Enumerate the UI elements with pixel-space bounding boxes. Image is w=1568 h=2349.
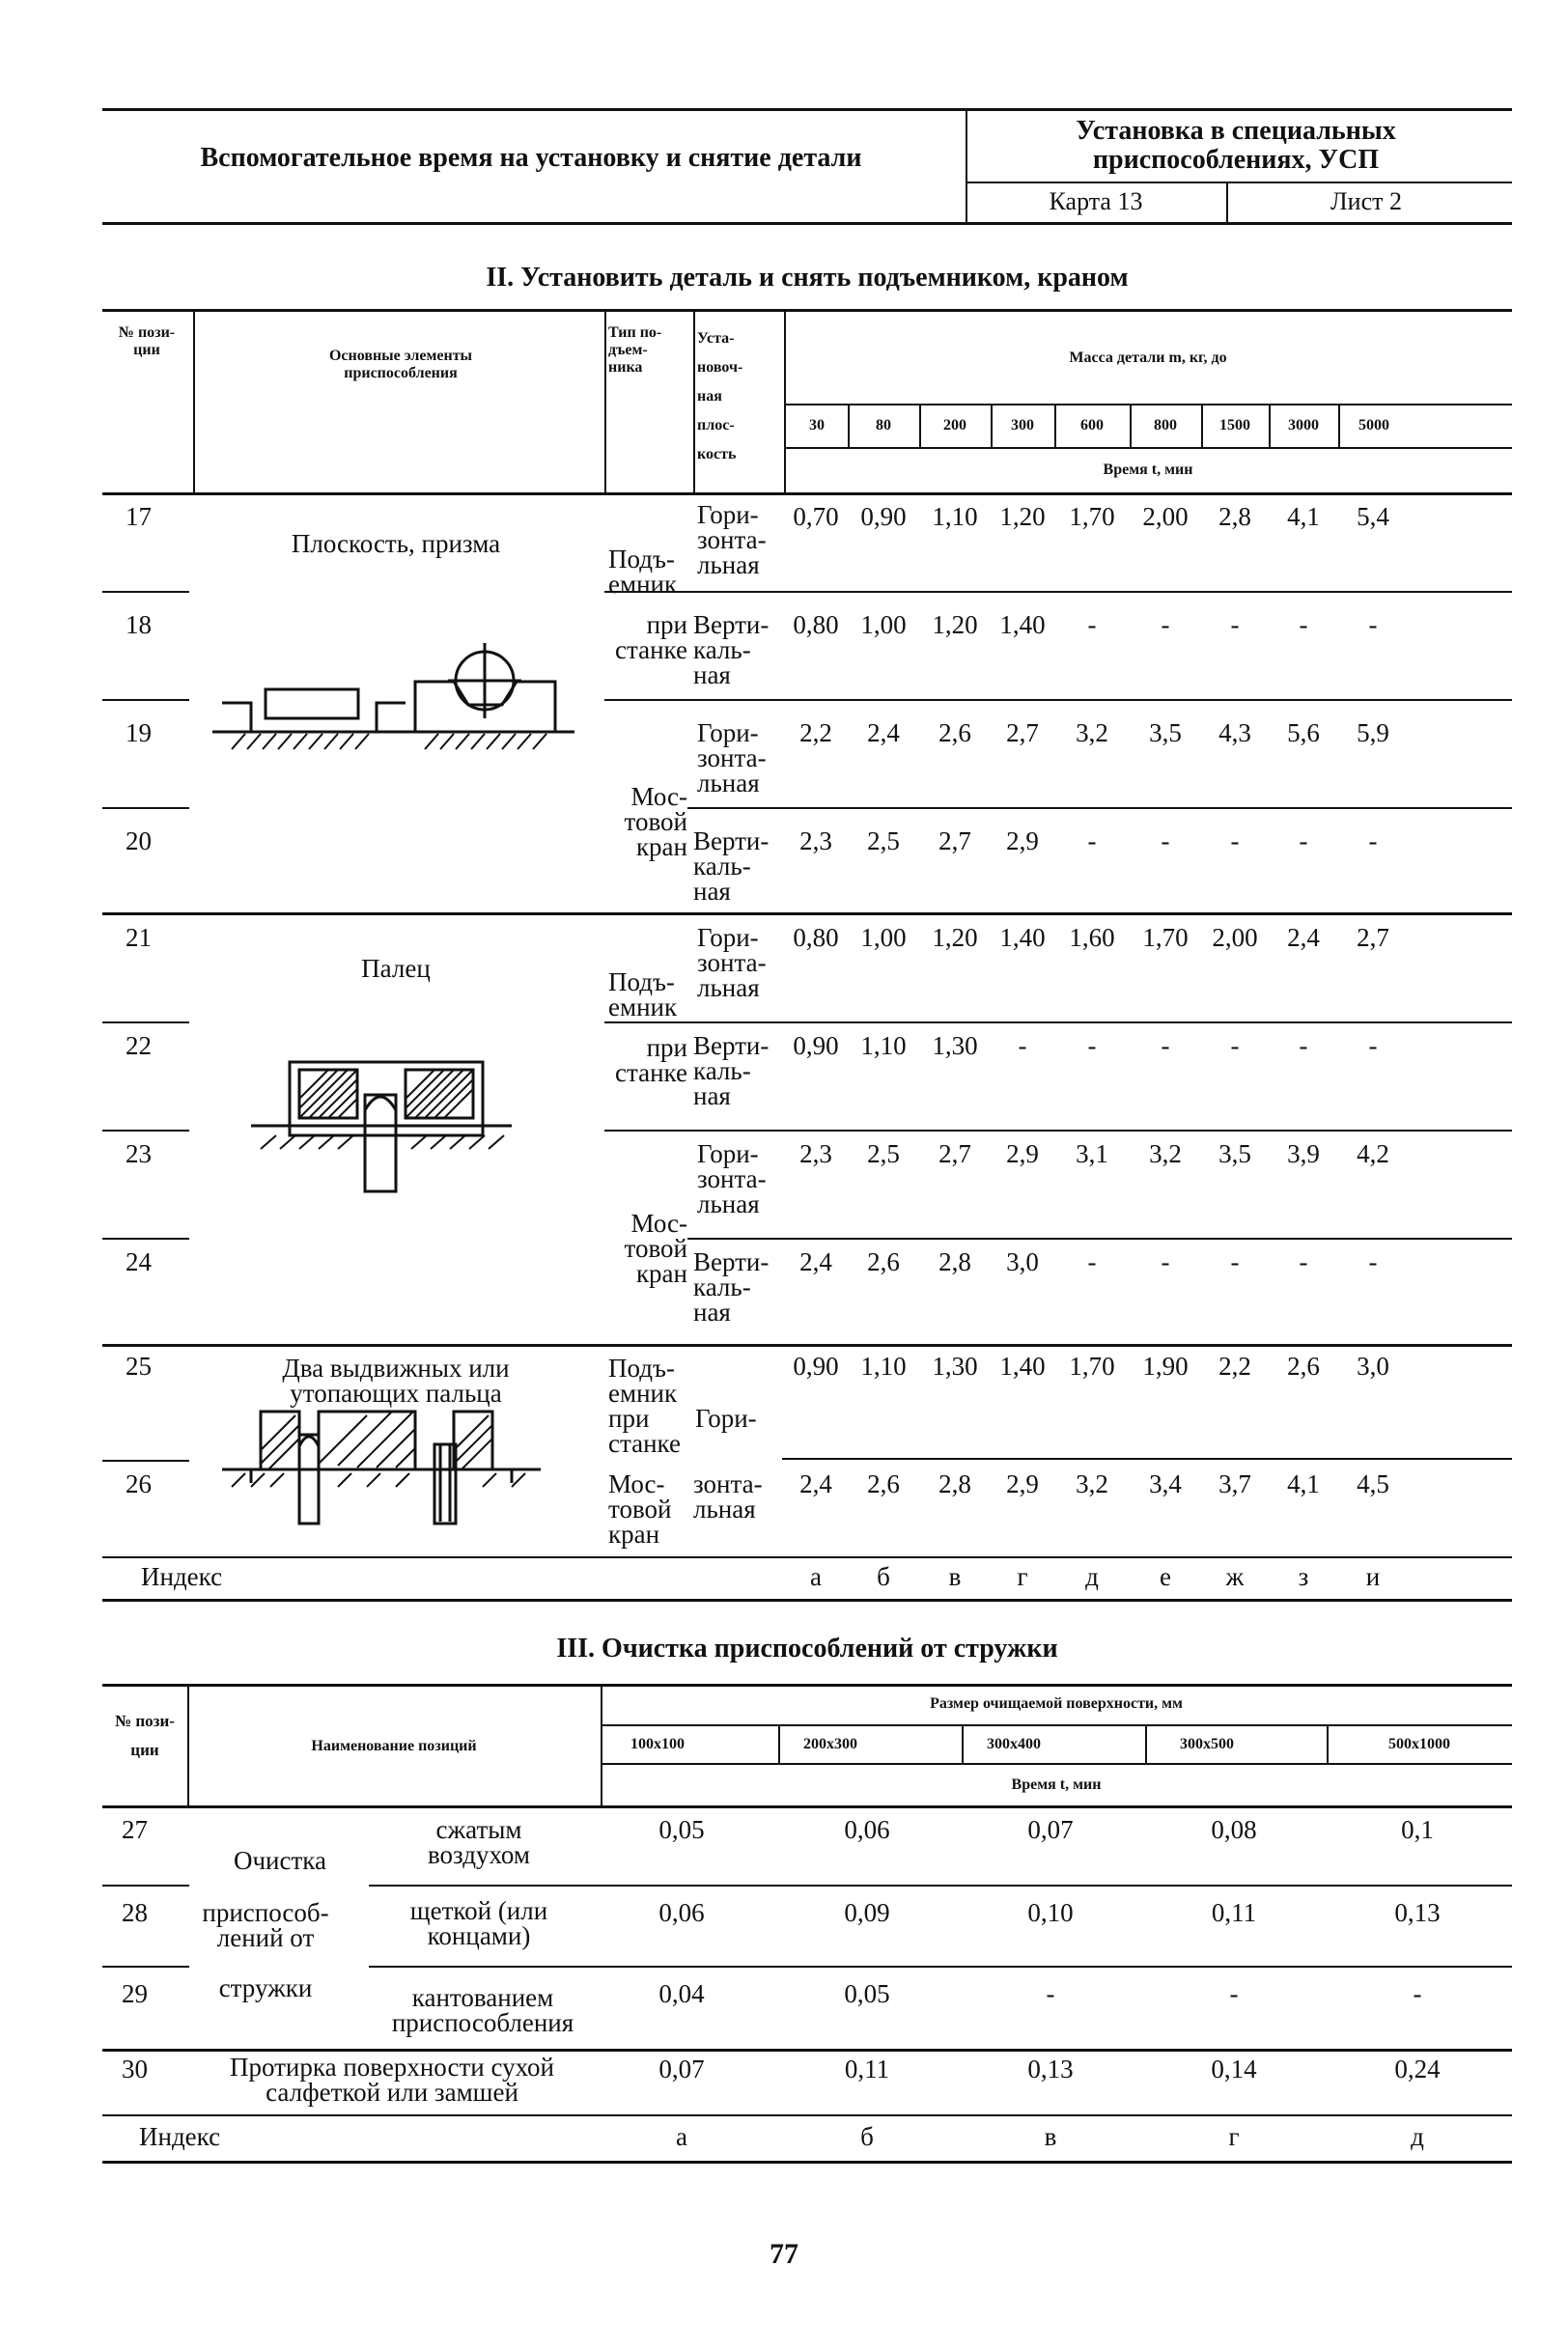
s2-value-23-1500: 3,5: [1218, 1139, 1251, 1168]
s2-value-19-600: 3,2: [1076, 718, 1108, 747]
header-left-title: Вспомогательное время на установку и снятие детали: [200, 143, 862, 173]
mass-col-800: 800: [1154, 417, 1177, 433]
s2-value-17-1500: 2,8: [1218, 502, 1251, 531]
s2-value-20-5000: -: [1368, 826, 1378, 855]
s2-index-5: е: [1160, 1562, 1171, 1591]
header-sheet: Лист 2: [1330, 187, 1402, 215]
crane-1: Мос- товой кран: [624, 782, 687, 861]
s2-value-21-80: 1,00: [860, 923, 907, 952]
s3-value-28-0: 0,06: [658, 1898, 705, 1927]
s2-index-4: д: [1085, 1562, 1099, 1591]
col-elements-header: Основные элементы приспособления: [328, 348, 473, 381]
section2-title: II. Установить деталь и снять подъемником, краном: [486, 263, 1129, 293]
lift-1: Подъ- емник: [608, 545, 678, 599]
s2-index-2: в: [948, 1562, 962, 1591]
s3-index-2: в: [1044, 2122, 1057, 2151]
s2-value-20-200: 2,7: [938, 826, 971, 855]
s3-value-30-1: 0,11: [844, 2055, 890, 2083]
s2-value-24-200: 2,8: [938, 1247, 971, 1276]
mass-col-30: 30: [809, 417, 825, 433]
s2-value-19-800: 3,5: [1149, 718, 1182, 747]
s2-value-24-800: -: [1161, 1247, 1170, 1276]
s3-value-28-1: 0,09: [844, 1898, 890, 1927]
mass-col-600: 600: [1080, 417, 1104, 433]
s3-pos-30: 30: [122, 2055, 148, 2083]
s2-value-18-1500: -: [1230, 610, 1240, 639]
s2-value-17-80: 0,90: [860, 502, 907, 531]
s3-value-29-3: -: [1229, 1979, 1239, 2008]
s3-col-name-header: Наименование позиций: [311, 1738, 477, 1754]
s3-pos-28: 28: [122, 1898, 148, 1927]
col-plane-header: Уста- новоч- ная плос- кость: [697, 330, 743, 462]
s2-value-22-3000: -: [1299, 1031, 1308, 1060]
cleaning-group-2: приспособ- лений от: [202, 1898, 329, 1952]
s2-value-21-30: 0,80: [793, 923, 839, 952]
s2-value-26-30: 2,4: [799, 1469, 832, 1498]
plane-25-26-b: зонта- льная: [693, 1469, 763, 1524]
s2-value-19-80: 2,4: [867, 718, 900, 747]
s2-value-17-300: 1,20: [999, 502, 1046, 531]
header-right-title-1: Установка в специальных: [1076, 116, 1396, 146]
group-plane-prism: Плоскость, призма: [291, 529, 501, 558]
s3-value-30-2: 0,13: [1027, 2055, 1074, 2083]
s2-value-21-300: 1,40: [999, 923, 1046, 952]
method-29: кантованием приспособления: [391, 1983, 574, 2037]
s2-value-26-600: 3,2: [1076, 1469, 1108, 1498]
s2-value-17-200: 1,10: [932, 502, 978, 531]
size-col-2: 200x300: [803, 1736, 857, 1752]
s2-value-21-800: 1,70: [1142, 923, 1189, 952]
s2-index-1: б: [877, 1562, 890, 1591]
s2-value-21-3000: 2,4: [1287, 923, 1320, 952]
two-pins-sketch-icon: [222, 1406, 550, 1531]
s2-pos-23: 23: [126, 1139, 152, 1168]
s2-value-23-80: 2,5: [867, 1139, 900, 1168]
s3-value-30-0: 0,07: [658, 2055, 705, 2083]
s2-value-26-3000: 4,1: [1287, 1469, 1320, 1498]
s2-value-23-5000: 4,2: [1357, 1139, 1389, 1168]
s2-value-26-5000: 4,5: [1357, 1469, 1389, 1498]
s2-value-23-800: 3,2: [1149, 1139, 1182, 1168]
s2-value-24-80: 2,6: [867, 1247, 900, 1276]
cleaning-group-1: Очистка: [233, 1846, 326, 1875]
col-time-header: Время t, мин: [1103, 461, 1193, 478]
s2-value-21-200: 1,20: [932, 923, 978, 952]
s2-value-23-300: 2,9: [1006, 1139, 1039, 1168]
s2-value-22-600: -: [1087, 1031, 1097, 1060]
s3-pos-27: 27: [122, 1815, 148, 1844]
s2-value-26-800: 3,4: [1149, 1469, 1182, 1498]
s3-value-28-4: 0,13: [1394, 1898, 1441, 1927]
s3-index-3: г: [1228, 2122, 1240, 2151]
s2-index-6: ж: [1225, 1562, 1245, 1591]
s2-value-17-800: 2,00: [1142, 502, 1189, 531]
s2-value-17-3000: 4,1: [1287, 502, 1320, 531]
s2-value-23-3000: 3,9: [1287, 1139, 1320, 1168]
s2-value-18-80: 1,00: [860, 610, 907, 639]
s3-value-27-0: 0,05: [658, 1815, 705, 1844]
s2-value-26-300: 2,9: [1006, 1469, 1039, 1498]
s3-index-1: б: [860, 2122, 874, 2151]
method-27: сжатым воздухом: [427, 1815, 531, 1869]
s2-value-22-5000: -: [1368, 1031, 1378, 1060]
size-col-1: 100x100: [630, 1736, 685, 1752]
s2-value-26-200: 2,8: [938, 1469, 971, 1498]
group-two-pins: Два выдвижных или утопающих пальца: [282, 1354, 510, 1408]
size-col-5: 500x1000: [1388, 1736, 1450, 1752]
mass-col-200: 200: [943, 417, 966, 433]
s2-value-23-30: 2,3: [799, 1139, 832, 1168]
mass-col-3000: 3000: [1288, 417, 1319, 433]
s2-value-22-200: 1,30: [932, 1031, 978, 1060]
header-card: Карта 13: [1049, 187, 1143, 215]
s3-index-0: а: [676, 2122, 687, 2151]
s2-value-25-30: 0,90: [793, 1352, 839, 1381]
s2-value-17-5000: 5,4: [1357, 502, 1389, 531]
mass-col-300: 300: [1011, 417, 1034, 433]
s3-index-4: д: [1411, 2122, 1424, 2151]
s2-pos-24: 24: [126, 1247, 152, 1276]
s2-value-24-300: 3,0: [1006, 1247, 1039, 1276]
s2-value-24-600: -: [1087, 1247, 1097, 1276]
s2-value-25-800: 1,90: [1142, 1352, 1189, 1381]
s2-value-20-600: -: [1087, 826, 1097, 855]
s2-value-24-30: 2,4: [799, 1247, 832, 1276]
s2-value-18-3000: -: [1299, 610, 1308, 639]
lift-3: Подъ- емник при станке: [608, 1354, 681, 1458]
s3-value-30-3: 0,14: [1211, 2055, 1257, 2083]
mass-col-5000: 5000: [1358, 417, 1389, 433]
s2-value-20-1500: -: [1230, 826, 1240, 855]
s2-value-24-1500: -: [1230, 1247, 1240, 1276]
lift-2: Подъ- емник: [608, 967, 678, 1021]
col-mass-header: Масса детали m, кг, до: [1069, 350, 1227, 366]
s2-value-25-600: 1,70: [1069, 1352, 1115, 1381]
s2-value-18-30: 0,80: [793, 610, 839, 639]
s2-pos-22: 22: [126, 1031, 152, 1060]
s2-pos-18: 18: [126, 610, 152, 639]
s2-value-25-300: 1,40: [999, 1352, 1046, 1381]
s2-value-18-5000: -: [1368, 610, 1378, 639]
s2-value-19-3000: 5,6: [1287, 718, 1320, 747]
s3-index-label: Индекс: [139, 2122, 221, 2151]
plane-24: Верти- каль- ная: [693, 1247, 770, 1327]
s3-col-size-header: Размер очищаемой поверхности, мм: [930, 1695, 1183, 1712]
s3-value-29-1: 0,05: [844, 1979, 890, 2008]
plane-23: Гори- зонта- льная: [697, 1139, 767, 1218]
plane-18: Верти- каль- ная: [693, 610, 770, 689]
mass-col-80: 80: [876, 417, 891, 433]
s2-index-3: г: [1017, 1562, 1028, 1591]
s3-value-29-2: -: [1046, 1979, 1055, 2008]
mass-col-1500: 1500: [1219, 417, 1250, 433]
plane-17: Гори- зонта- льная: [697, 500, 767, 579]
s2-value-22-300: -: [1018, 1031, 1027, 1060]
plane-19: Гори- зонта- льная: [697, 718, 767, 797]
s2-value-25-3000: 2,6: [1287, 1352, 1320, 1381]
section3-title: III. Очистка приспособлений от стружки: [556, 1634, 1058, 1664]
s2-value-18-300: 1,40: [999, 610, 1046, 639]
s2-value-20-3000: -: [1299, 826, 1308, 855]
group-pin: Палец: [361, 954, 431, 983]
s2-value-18-200: 1,20: [932, 610, 978, 639]
s2-pos-26: 26: [126, 1469, 152, 1498]
s2-value-19-5000: 5,9: [1357, 718, 1389, 747]
s2-value-26-80: 2,6: [867, 1469, 900, 1498]
s2-pos-25: 25: [126, 1352, 152, 1381]
s2-index-0: а: [810, 1562, 822, 1591]
plane-25-26-a: Гори-: [695, 1404, 757, 1433]
s3-value-28-2: 0,10: [1027, 1898, 1074, 1927]
s2-value-23-600: 3,1: [1076, 1139, 1108, 1168]
crane-2: Мос- товой кран: [624, 1209, 687, 1288]
plane-prism-sketch-icon: [212, 626, 579, 751]
s2-value-20-800: -: [1161, 826, 1170, 855]
s2-value-21-600: 1,60: [1069, 923, 1115, 952]
col-pos-header: № пози- ции: [118, 324, 176, 358]
s3-value-29-4: -: [1413, 1979, 1422, 2008]
s2-value-18-600: -: [1087, 610, 1097, 639]
s2-value-24-5000: -: [1368, 1247, 1378, 1276]
s2-value-22-30: 0,90: [793, 1031, 839, 1060]
s2-pos-21: 21: [126, 923, 152, 952]
s2-value-24-3000: -: [1299, 1247, 1308, 1276]
s2-value-17-600: 1,70: [1069, 502, 1115, 531]
s2-value-21-5000: 2,7: [1357, 923, 1389, 952]
s3-col-pos-header: № пози- ции: [115, 1712, 175, 1759]
s2-value-21-1500: 2,00: [1212, 923, 1258, 952]
header-right-title-2: приспособлениях, УСП: [1092, 145, 1380, 175]
s3-value-27-1: 0,06: [844, 1815, 890, 1844]
s2-pos-17: 17: [126, 502, 152, 531]
lift-2-mid: при станке: [615, 1033, 687, 1087]
s2-value-26-1500: 3,7: [1218, 1469, 1251, 1498]
s2-index-label: Индекс: [141, 1562, 223, 1591]
col-lift-header: Тип по- дъем- ника: [608, 324, 662, 376]
s2-value-23-200: 2,7: [938, 1139, 971, 1168]
pin-sketch-icon: [251, 1052, 541, 1197]
s2-value-22-1500: -: [1230, 1031, 1240, 1060]
s2-value-20-80: 2,5: [867, 826, 900, 855]
s3-value-27-3: 0,08: [1211, 1815, 1257, 1844]
s3-value-27-2: 0,07: [1027, 1815, 1074, 1844]
plane-21: Гори- зонта- льная: [697, 923, 767, 1002]
s3-value-27-4: 0,1: [1401, 1815, 1434, 1844]
size-col-3: 300x400: [987, 1736, 1041, 1752]
size-col-4: 300x500: [1180, 1736, 1234, 1752]
s2-value-20-300: 2,9: [1006, 826, 1039, 855]
s2-pos-19: 19: [126, 718, 152, 747]
s2-value-19-30: 2,2: [799, 718, 832, 747]
s2-value-19-300: 2,7: [1006, 718, 1039, 747]
s3-col-time-header: Время t, мин: [1011, 1776, 1102, 1793]
crane-3: Мос- товой кран: [608, 1469, 672, 1549]
lift-1-mid: при станке: [615, 610, 687, 664]
s2-value-18-800: -: [1161, 610, 1170, 639]
method-28: щеткой (или концами): [409, 1896, 548, 1950]
s2-value-20-30: 2,3: [799, 826, 832, 855]
s2-pos-20: 20: [126, 826, 152, 855]
method-30: Протирка поверхности сухой салфеткой или замшей: [229, 2053, 554, 2107]
s2-value-25-5000: 3,0: [1357, 1352, 1389, 1381]
s2-value-25-200: 1,30: [932, 1352, 978, 1381]
s3-value-29-0: 0,04: [658, 1979, 705, 2008]
s3-value-30-4: 0,24: [1394, 2055, 1441, 2083]
cleaning-group-3: стружки: [218, 1973, 313, 2002]
s2-index-7: з: [1298, 1562, 1309, 1591]
plane-20: Верти- каль- ная: [693, 826, 770, 906]
s2-value-19-1500: 4,3: [1218, 718, 1251, 747]
s3-value-28-3: 0,11: [1211, 1898, 1257, 1927]
s2-value-17-30: 0,70: [793, 502, 839, 531]
s2-value-19-200: 2,6: [938, 718, 971, 747]
s2-value-25-80: 1,10: [860, 1352, 907, 1381]
s2-index-8: и: [1365, 1562, 1381, 1591]
s2-value-22-800: -: [1161, 1031, 1170, 1060]
s2-value-25-1500: 2,2: [1218, 1352, 1251, 1381]
page-number: 77: [770, 2238, 798, 2270]
plane-22: Верти- каль- ная: [693, 1031, 770, 1110]
s3-pos-29: 29: [122, 1979, 148, 2008]
s2-value-22-80: 1,10: [860, 1031, 907, 1060]
